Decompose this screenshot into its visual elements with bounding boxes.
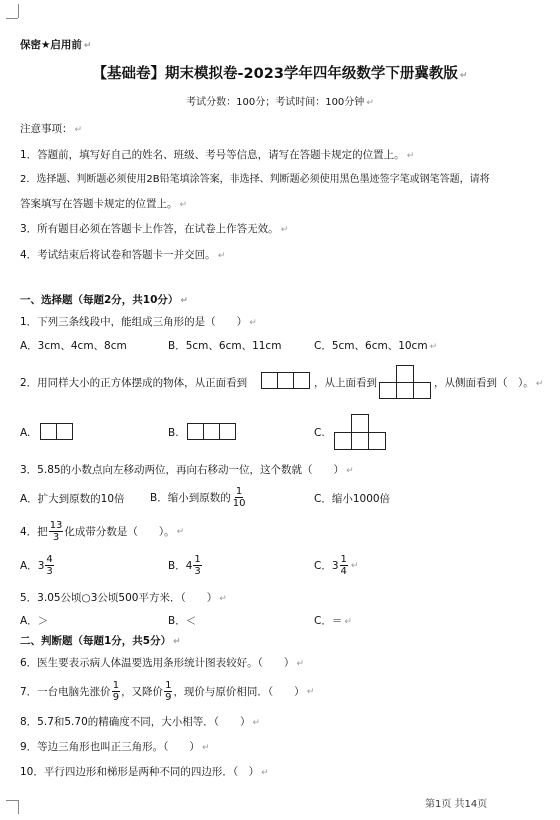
section-1-title: 一、选择题（每题2分，共10分） ↵: [20, 294, 188, 306]
note-3: 3．所有题目必须在答题卡上作答，在试卷上作答无效。 ↵: [20, 223, 289, 235]
question-7: 7．一台电脑先涨价 $\frac{1}{9}$ ，又降价 $\frac{1}{9}$ ，现价与原价相同．（ ） ↵: [20, 680, 315, 703]
question-1: 1．下列三条线段中，能组成三角形的是（ ） ↵: [20, 316, 257, 328]
crop-mark-top-left: [6, 18, 18, 19]
q4-option-b: B． 4 $\frac{1}{3}$: [168, 554, 201, 577]
note-2-cont: 答案填写在答题卡规定的位置上。 ↵: [20, 198, 188, 210]
q5-option-b: B．＜: [168, 615, 197, 627]
confidential-tag: 保密★启用前 ↵: [20, 39, 92, 51]
q1-option-c: C．5cm、6cm、10cm ↵: [314, 340, 438, 352]
q3-option-c: C．缩小1000倍: [314, 493, 391, 505]
question-10: 10．平行四边形和梯形是两种不同的四边形．（ ） ↵: [20, 766, 269, 778]
crop-mark-bottom-left-v: [18, 800, 19, 814]
fraction: $\frac{1}{10}$: [232, 486, 246, 509]
q3-option-b: B．缩小到原数的 $\frac{1}{10}$: [150, 486, 246, 509]
q2-option-a: A.: [20, 427, 31, 439]
question-4: 4．把 $\frac{13}{3}$ 化成带分数是（ ）。 ↵: [20, 520, 185, 543]
q2-option-c: C.: [314, 427, 325, 439]
question-3: 3．5.85的小数点向左移动两位，再向右移动一位，这个数就（ ） ↵: [20, 464, 354, 476]
q2-option-b: B.: [168, 427, 179, 439]
q5-option-a: A．＞: [20, 615, 49, 627]
q3-option-a: A．扩大到原数的10倍: [20, 493, 125, 505]
section-2-title: 二、判断题（每题1分，共5分） ↵: [20, 635, 181, 647]
question-2-end: ，从侧面看到（ ）。 ↵: [434, 377, 544, 389]
q1-option-b: B．5cm、6cm、11cm: [168, 340, 282, 352]
q2-front-view-figure: [261, 372, 310, 393]
exam-title: 【基础卷】期末模拟卷-2023学年四年级数学下册冀教版 ↵: [92, 66, 468, 82]
question-6: 6．医生要表示病人体温要选用条形统计图表较好。（ ） ↵: [20, 657, 304, 669]
question-2: 2．用同样大小的正方体摆成的物体，从正面看到: [20, 377, 248, 389]
fraction: $\frac{1}{9}$: [165, 680, 172, 703]
q2-option-b-figure: [187, 423, 236, 444]
page-footer: 第1页 共14页: [425, 799, 488, 810]
q2-option-c-figure: [335, 414, 387, 450]
exam-info: 考试分数：100分；考试时间：100分钟 ↵: [186, 97, 374, 108]
question-2-mid: ，从上面看到: [314, 377, 377, 389]
fraction: $\frac{1}{9}$: [112, 680, 120, 703]
crop-mark-top-left-v: [18, 4, 19, 18]
question-9: 9．等边三角形也叫正三角形。（ ） ↵: [20, 741, 210, 753]
q4-option-a: A． 3 $\frac{4}{3}$: [20, 554, 53, 577]
q2-top-view-figure: [380, 365, 432, 399]
notes-title: 注意事项： ↵: [20, 123, 83, 135]
q2-option-a-figure: [40, 423, 73, 444]
question-5: 5．3.05公顷○3公顷500平方米．（ ） ↵: [20, 592, 227, 604]
crop-mark-bottom-left: [6, 800, 18, 801]
note-2: 2．选择题、判断题必须使用2B铅笔填涂答案，非选择、判断题必须使用黑色墨迹签字笔或钢笔答题，请将: [20, 174, 490, 185]
question-8: 8．5.7和5.70的精确度不同，大小相等．（ ） ↵: [20, 716, 261, 728]
fraction: $\frac{13}{3}$: [49, 520, 63, 543]
q1-option-a: A．3cm、4cm、8cm: [20, 340, 127, 352]
q5-option-c: C．＝ ↵: [314, 615, 352, 627]
note-4: 4．考试结束后将试卷和答题卡一并交回。 ↵: [20, 249, 226, 261]
note-1: 1．答题前，填写好自己的姓名、班级、考号等信息，请写在答题卡规定的位置上。 ↵: [20, 149, 415, 161]
q4-option-c: C． 3 $\frac{1}{4}$ ↵: [314, 554, 359, 577]
